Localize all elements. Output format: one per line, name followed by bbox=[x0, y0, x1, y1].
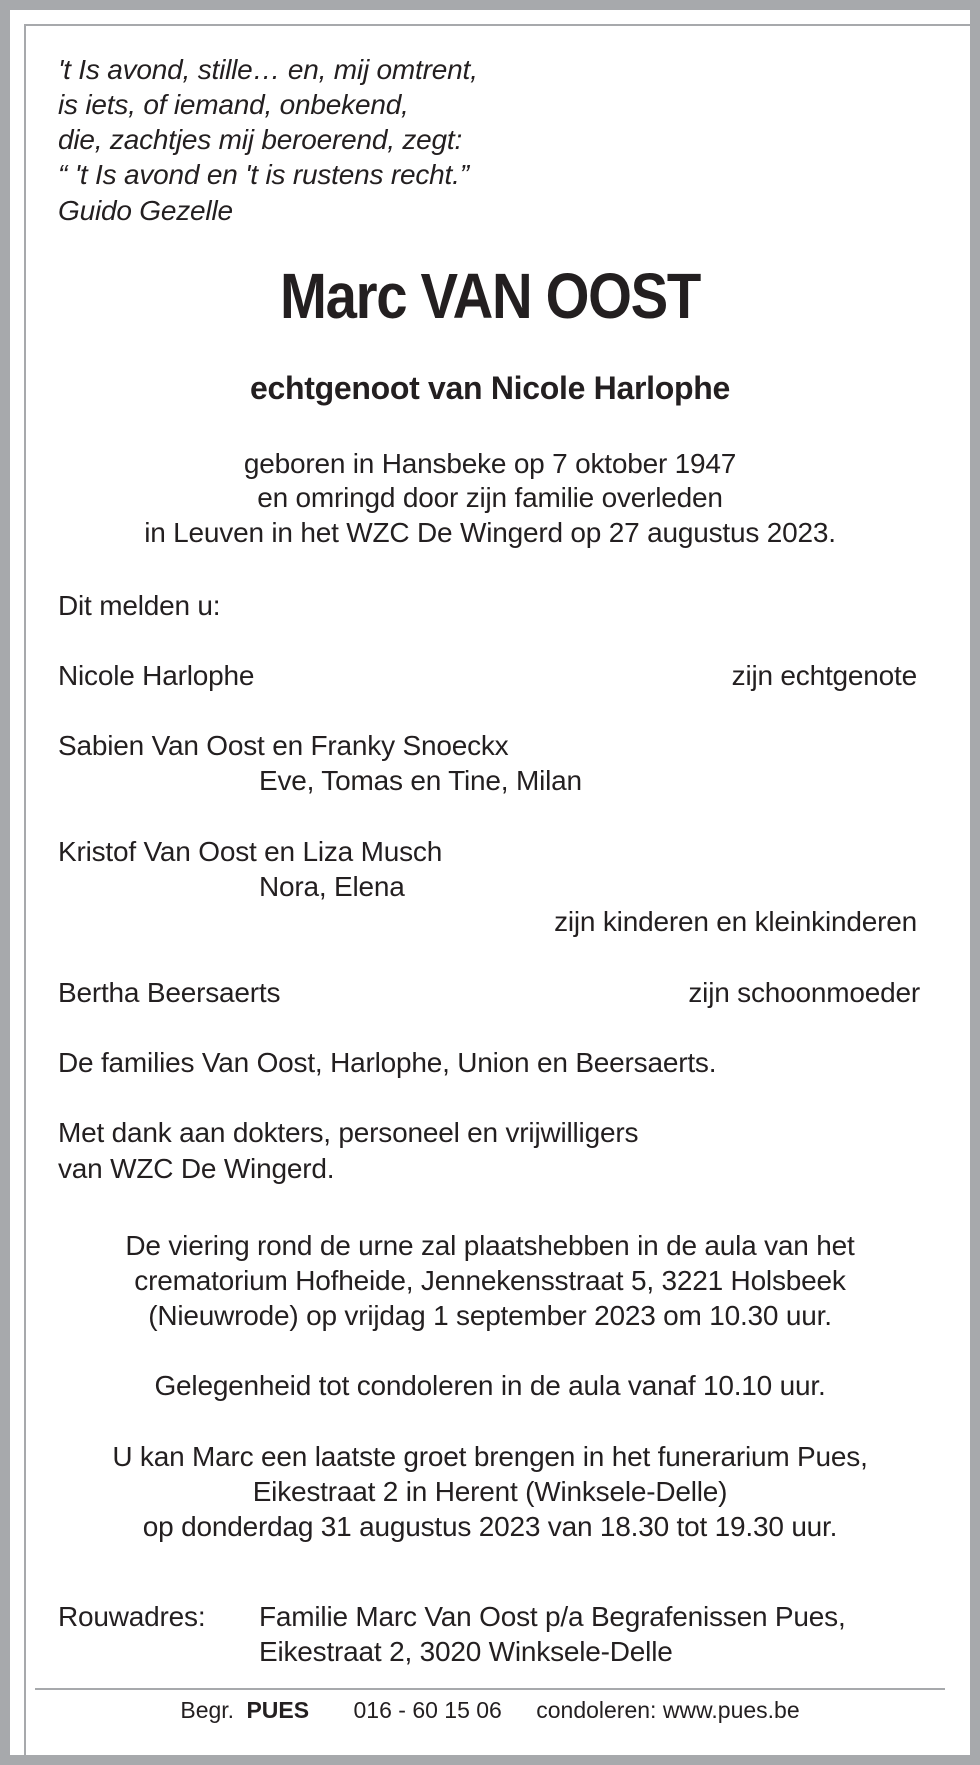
footer-prefix: Begr. bbox=[180, 1697, 235, 1723]
detail-line: en omringd door zijn familie overleden bbox=[257, 482, 723, 513]
footer-company: PUES bbox=[246, 1697, 310, 1723]
family-child: Sabien Van Oost en Franky Snoeckx bbox=[58, 730, 509, 761]
family-children-relation: zijn kinderen en kleinkinderen bbox=[554, 906, 917, 937]
thanks-line: Met dank aan dokters, personeel en vrijwilligers bbox=[58, 1117, 639, 1148]
family-spouse-name: Nicole Harlophe bbox=[58, 660, 255, 691]
address-label: Rouwadres: bbox=[58, 1601, 206, 1632]
farewell-line: Eikestraat 2 in Herent (Winksele-Delle) bbox=[252, 1476, 728, 1507]
quote-line: die, zachtjes mij beroerend, zegt: bbox=[58, 124, 463, 155]
quote-line: is iets, of iemand, onbekend, bbox=[58, 89, 409, 120]
ceremony-line: (Nieuwrode) op vrijdag 1 september 2023 om 10.30 uur. bbox=[148, 1300, 832, 1331]
deceased-name: Marc VAN OOST bbox=[280, 260, 700, 332]
detail-line: in Leuven in het WZC De Wingerd op 27 augustus 2023. bbox=[144, 517, 836, 548]
farewell-line: U kan Marc een laatste groet brengen in het funerarium Pues, bbox=[112, 1441, 868, 1472]
family-mother-in-law-relation: zijn schoonmoeder bbox=[688, 977, 920, 1008]
family-mother-in-law: Bertha Beersaerts bbox=[58, 977, 281, 1008]
thanks-line: van WZC De Wingerd. bbox=[58, 1153, 335, 1184]
footer bbox=[0, 1695, 980, 1725]
quote-author: Guido Gezelle bbox=[58, 195, 233, 226]
footer-phone: 016 - 60 15 06 bbox=[353, 1697, 502, 1723]
family-spouse-relation: zijn echtgenote bbox=[731, 660, 917, 691]
spouse-line: echtgenoot van Nicole Harlophe bbox=[250, 370, 730, 406]
ceremony-line: De viering rond de urne zal plaatshebben in de aula van het bbox=[125, 1230, 855, 1261]
condolence-time: Gelegenheid tot condoleren in de aula vanaf 10.10 uur. bbox=[154, 1370, 826, 1401]
announcement-intro: Dit melden u: bbox=[58, 590, 221, 621]
ceremony-line: crematorium Hofheide, Jennekensstraat 5, 3221 Holsbeek bbox=[134, 1265, 846, 1296]
address-line: Familie Marc Van Oost p/a Begrafenissen Pues, bbox=[259, 1601, 846, 1632]
family-grandchildren: Nora, Elena bbox=[259, 871, 405, 902]
detail-line: geboren in Hansbeke op 7 oktober 1947 bbox=[243, 448, 737, 479]
quote-line: 't Is avond, stille… en, mij omtrent, bbox=[58, 54, 478, 85]
footer-website: condoleren: www.pues.be bbox=[536, 1697, 800, 1723]
family-families: De families Van Oost, Harlophe, Union en Beersaerts. bbox=[58, 1047, 717, 1078]
family-grandchildren: Eve, Tomas en Tine, Milan bbox=[259, 765, 582, 796]
farewell-line: op donderdag 31 augustus 2023 van 18.30 tot 19.30 uur. bbox=[142, 1511, 838, 1542]
family-child: Kristof Van Oost en Liza Musch bbox=[58, 836, 443, 867]
footer-divider bbox=[35, 1688, 945, 1690]
address-line: Eikestraat 2, 3020 Winksele-Delle bbox=[259, 1636, 673, 1667]
quote-line: “ 't Is avond en 't is rustens recht.” bbox=[58, 159, 469, 190]
